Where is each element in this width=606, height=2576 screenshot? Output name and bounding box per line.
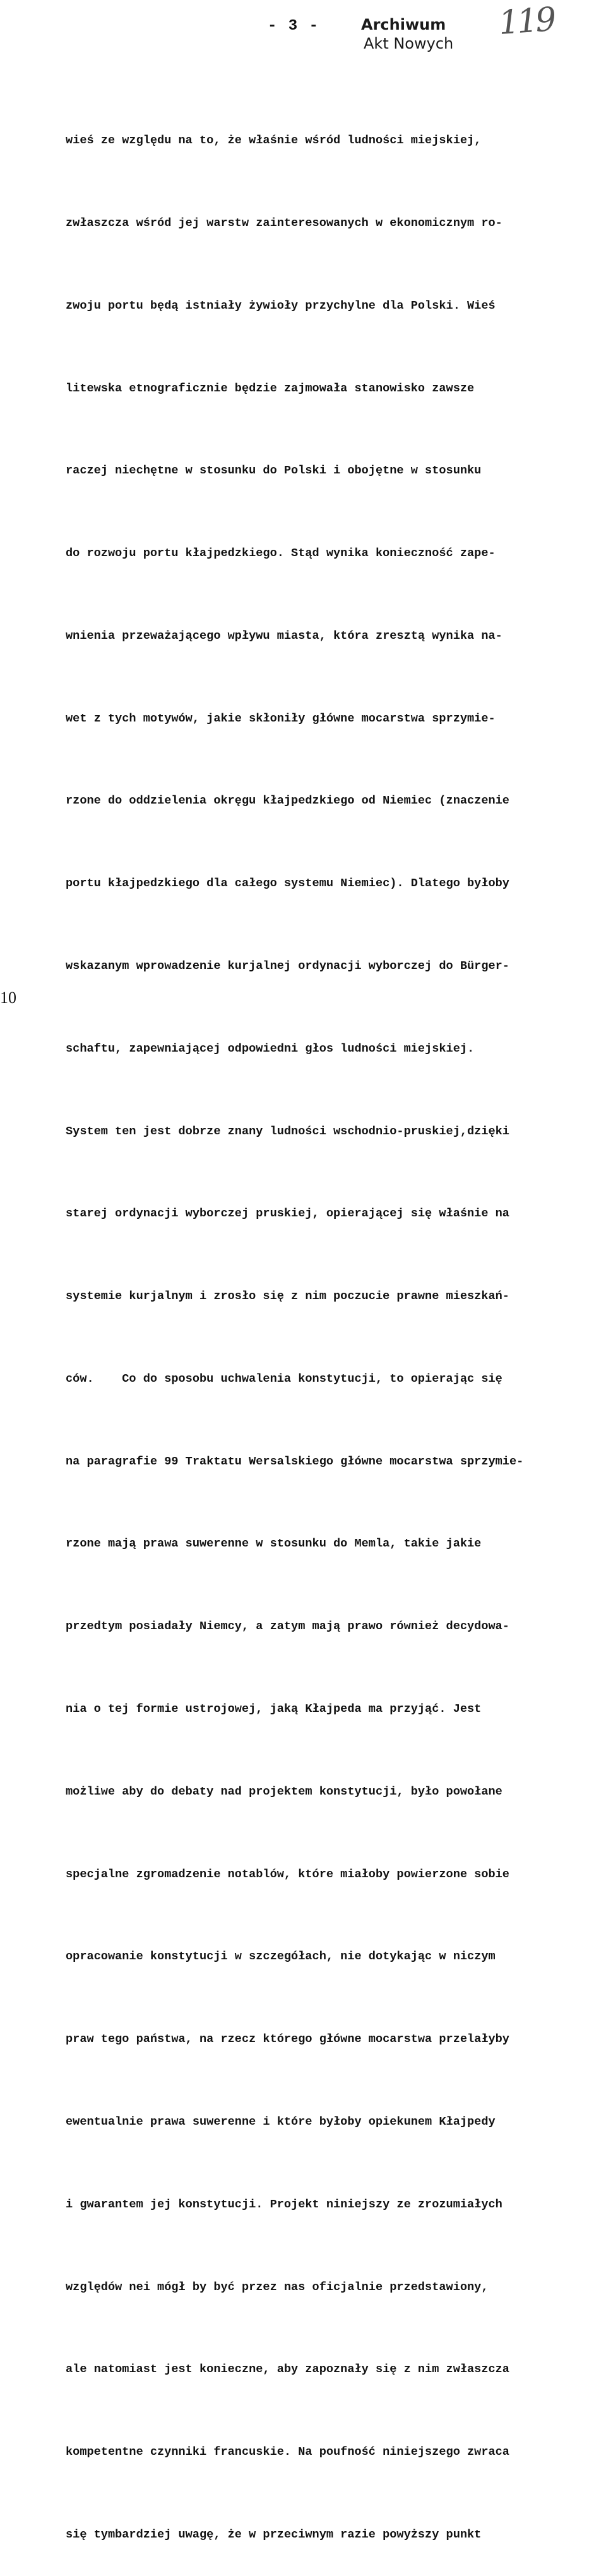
typewritten-body — [66, 72, 593, 2576]
text-line: i gwarantem jej konstytucji. Projekt niniejszy ze zrozumiałych — [66, 2197, 502, 2211]
text-line: System ten jest dobrze znany ludności wschodnio-pruskiej,dzięki — [66, 1124, 509, 1138]
text-line: wskazanym wprowadzenie kurjalnej ordynacji wyborczej do Bürger- — [66, 959, 509, 973]
text-line: wet z tych motywów, jakie skłoniły główne mocarstwa sprzymie- — [66, 711, 496, 725]
text-line: rzone mają prawa suwerenne w stosunku do Memla, takie jakie — [66, 1537, 482, 1551]
text-line: opracowanie konstytucji w szczegółach, nie dotykając w niczym — [66, 1950, 496, 1964]
archive-stamp — [361, 15, 462, 53]
text-line: starej ordynacji wyborczej pruskiej, opierającej się właśnie na — [66, 1207, 509, 1221]
text-line: zwoju portu będą istniały żywioły przychylne dla Polski. Wieś — [66, 299, 496, 312]
text-line: do rozwoju portu kłajpedzkiego. Stąd wynika konieczność zape- — [66, 547, 496, 561]
text-line: wnienia przeważającego wpływu miasta, która zresztą wynika na- — [66, 629, 502, 643]
text-line: się tymbardziej uwagę, że w przeciwnym razie powyższy punkt — [66, 2527, 482, 2541]
text-line: względów nei mógł by być przez nas oficjalnie przedstawiony, — [66, 2280, 489, 2294]
text-line: specjalne zgromadzenie notablów, które miałoby powierzone sobie — [66, 1867, 509, 1881]
text-line: rzone do oddzielenia okręgu kłajpedzkiego od Niemiec (znaczenie — [66, 794, 509, 808]
text-line: możliwe aby do debaty nad projektem konstytucji, było powołane — [66, 1784, 502, 1798]
text-line: na paragrafie 99 Traktatu Wersalskiego główne mocarstwa sprzymie- — [66, 1454, 524, 1468]
text-line: schaftu, zapewniającej odpowiedni głos ludności miejskiej. — [66, 1042, 475, 1055]
text-line: ewentualnie prawa suwerenne i które byłoby opiekunem Kłajpedy — [66, 2115, 496, 2128]
text-line: nia o tej formie ustrojowej, jaką Kłajpeda ma przyjąć. Jest — [66, 1702, 482, 1716]
text-line: ców. Co do sposobu uchwalenia konstytucji, to opierając się — [66, 1372, 502, 1386]
text-line: wieś ze względu na to, że właśnie wśród ludności miejskiej, — [66, 134, 482, 148]
text-line: przedtym posiadały Niemcy, a zatym mają prawo również decydowa- — [66, 1620, 509, 1634]
page-number: - 3 - — [268, 18, 320, 35]
text-line: litewska etnograficznie będzie zajmowała stanowisko zawsze — [66, 381, 475, 395]
handwritten-folio-number: 119 — [497, 1, 556, 42]
text-line: systemie kurjalnym i zrosło się z nim poczucie prawne mieszkań- — [66, 1290, 509, 1303]
archive-stamp-line-2: Akt Nowych — [364, 35, 454, 52]
text-line: kompetentne czynniki francuskie. Na poufność niniejszego zwraca — [66, 2445, 509, 2459]
text-line: portu kłajpedzkiego dla całego systemu Niemiec). Dlatego byłoby — [66, 877, 509, 891]
text-line: praw tego państwa, na rzecz którego główne mocarstwa przelałyby — [66, 2033, 509, 2046]
text-line: raczej niechętne w stosunku do Polski i obojętne w stosunku — [66, 464, 482, 478]
archive-stamp-line-1: Archiwum — [361, 16, 446, 33]
scan-page-number: 10 — [0, 988, 16, 1007]
text-line: zwłaszcza wśród jej warstw zainteresowanych w ekonomicznym ro- — [66, 216, 502, 230]
text-line: ale natomiast jest konieczne, aby zapoznały się z nim zwłaszcza — [66, 2363, 509, 2377]
